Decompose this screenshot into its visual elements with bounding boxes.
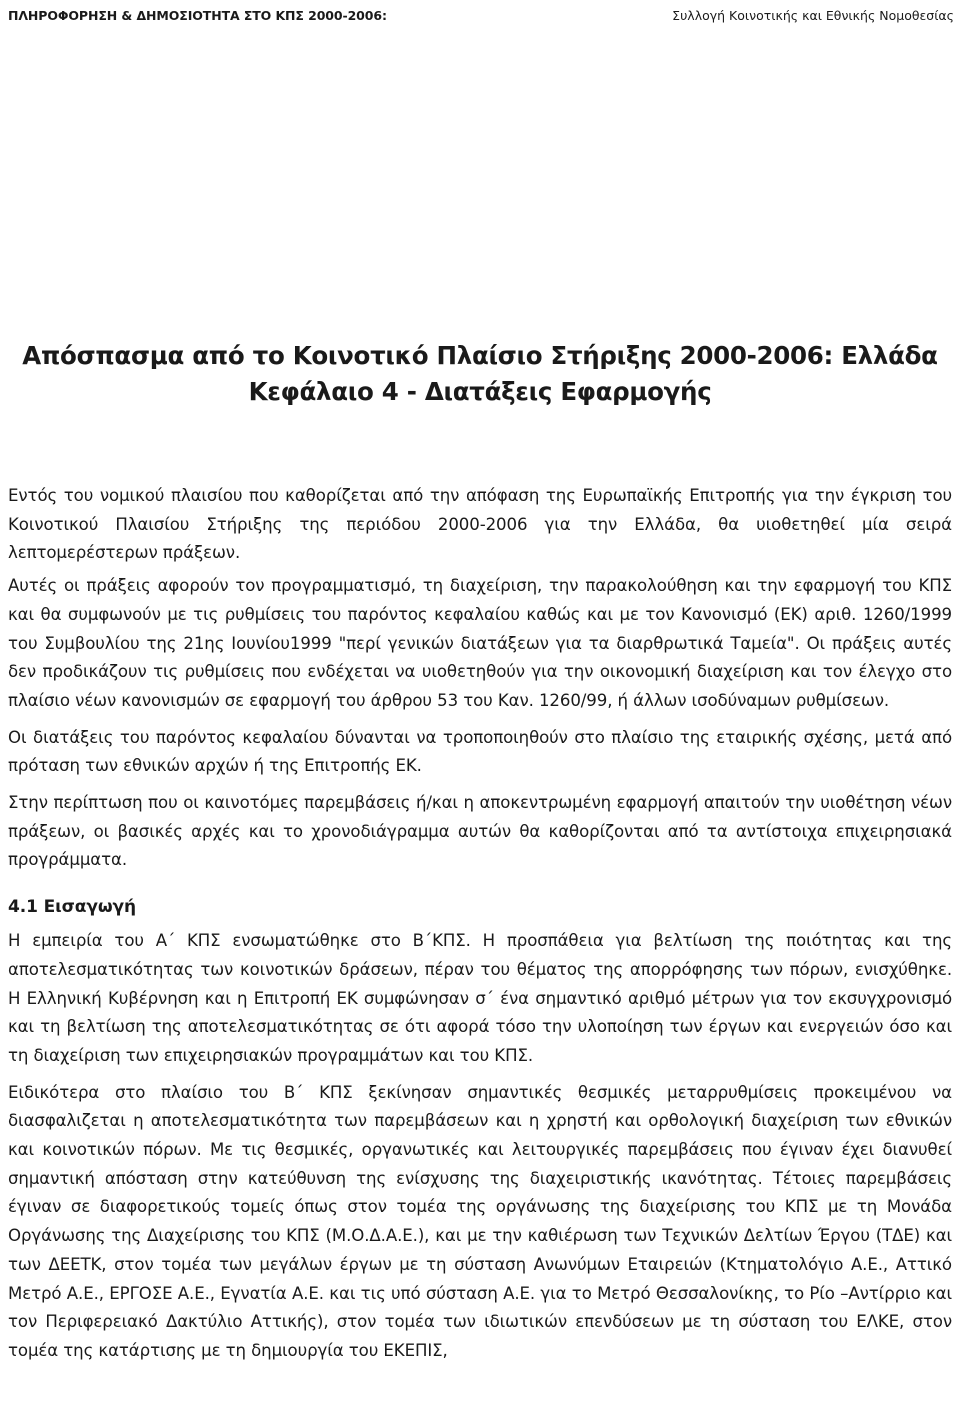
header-collection-title: Συλλογή Κοινοτικής και Εθνικής Νομοθεσίας: [672, 7, 954, 23]
paragraph-reforms: Ειδικότερα στο πλαίσιο του Β΄ ΚΠΣ ξεκίνησαν σημαντικές θεσμικές μεταρρυθμίσεις προκειμένου να διασφαλιζεται η αποτελεσματικότητα των παρεμβάσεων και η χρηστή και ορθολογική διαχείριση των εθνικών και κοινοτικών πόρων. Με τις θεσμικές, οργανωτικές και λειτουργικές παρεμβάσεις που έγιναν έχει διανυθεί σημαντική απόσταση στην κατεύθυνση της ενίσχυσης της διαχειριστικής ικανότητας. Τέτοιες παρεμβάσεις έγιναν σε διαφορετικούς τομείς όπως στον τομέα της οργάνωσης της διαχείρισης του ΚΠΣ με τη Μονάδα Οργάνωσης της Διαχείρισης του ΚΠΣ (Μ.Ο.Δ.Α.Ε.), και με την καθιέρωση των Τεχνικών Δελτίων Έργου (ΤΔΕ) και των ΔΕΕΤΚ, στον τομέα των μεγάλων έργων με τη σύσταση Ανωνύμων Εταιρειών (Κτηματολόγιο Α.Ε., Αττικό Μετρό Α.Ε., ΕΡΓΟΣΕ Α.Ε., Εγνατία Α.Ε. και τις υπό σύσταση Α.Ε. για το Μετρό Θεσσαλονίκης, το Ρίο –Αντίρριο και τον Περιφερειακό Δακτύλιο Αττικής), στον τομέα των ιδιωτικών επενδύσεων με τη σύσταση του ΕΛΚΕ, στον τομέα της κατάρτισης με τη δημιουργία του ΕΚΕΠΙΣ,: [8, 1082, 952, 1360]
paragraph-experience: Η εμπειρία του Α΄ ΚΠΣ ενσωματώθηκε στο Β΄ΚΠΣ. Η προσπάθεια για βελτίωση της ποιότητας και της αποτελεσματικότητας των κοινοτικών δράσεων, πέραν του θέματος της απορρόφησης των πόρων, ενισχύθηκε. Η Ελληνική Κυβέρνηση και η Επιτροπή ΕΚ συμφώνησαν σ΄ ένα σημαντικό αριθμό μέτρων για τον εκσυγχρονισμό και τη βελτίωση της αποτελεσματικότητας σε ότι αφορά τόσο την υλοποίηση των έργων και ενεργειών όσο και τη διαχείριση των επιχειρησιακών προγραμμάτων και του ΚΠΣ.: [8, 931, 952, 1065]
paragraph-acts: Αυτές οι πράξεις αφορούν τον προγραμματισμό, τη διαχείριση, την παρακολούθηση και την εφαρμογή του ΚΠΣ και θα συμφωνούν με τις ρυθμίσεις του παρόντος κεφαλαίου καθώς και με τον Κανονισμό (ΕΚ) αριθ. 1260/1999 του Συμβουλίου της 21ης Ιουνίου1999 "περί γενικών διατάξεων για τα διαρθρωτικά Ταμεία". Οι πράξεις αυτές δεν προδικάζουν τις ρυθμίσεις που ενδέχεται να υιοθετηθούν για την οικονομική διαχείριση και τον έλεγχο στο πλαίσιο νέων κανονισμών σε εφαρμογή του άρθρου 53 του Καν. 1260/99, ή άλλων ισοδύναμων ρυθμίσεων.: [8, 576, 952, 710]
paragraph-innovative: Στην περίπτωση που οι καινοτόμες παρεμβάσεις ή/και η αποκεντρωμένη εφαρμογή απαιτούν την υιοθέτηση νέων πράξεων, οι βασικές αρχές και το χρονοδιάγραμμα αυτών θα καθορίζονται από τα αντίστοιχα επιχειρησιακά προγράμματα.: [8, 793, 952, 870]
running-header: [8, 5, 954, 25]
title-line-2: Κεφάλαιο 4 - Διατάξεις Εφαρμογής: [248, 377, 712, 406]
paragraph-intro: Εντός του νομικού πλαισίου που καθορίζεται από την απόφαση της Ευρωπαϊκής Επιτροπής για την έγκριση του Κοινοτικού Πλαισίου Στήριξης της περιόδου 2000-2006 για την Ελλάδα, θα υιοθετηθεί μία σειρά λεπτομερέστερων πράξεων.: [8, 486, 952, 563]
paragraph-amendments: Οι διατάξεις του παρόντος κεφαλαίου δύνανται να τροποποιηθούν στο πλαίσιο της εταιρικής σχέσης, μετά από πρόταση των εθνικών αρχών ή της Επιτροπής ΕΚ.: [8, 727, 952, 776]
title-line-1: Απόσπασμα από το Κοινοτικό Πλαίσιο Στήριξης 2000-2006: Ελλάδα: [22, 341, 938, 370]
document-title: [0, 338, 960, 410]
document-body: [8, 482, 952, 1374]
header-series-title: ΠΛΗΡΟΦΟΡΗΣΗ & ΔΗΜΟΣΙΟΤΗΤΑ ΣΤΟ ΚΠΣ 2000-2006:: [8, 7, 387, 23]
section-heading-introduction: 4.1 Εισαγωγή: [8, 897, 137, 918]
